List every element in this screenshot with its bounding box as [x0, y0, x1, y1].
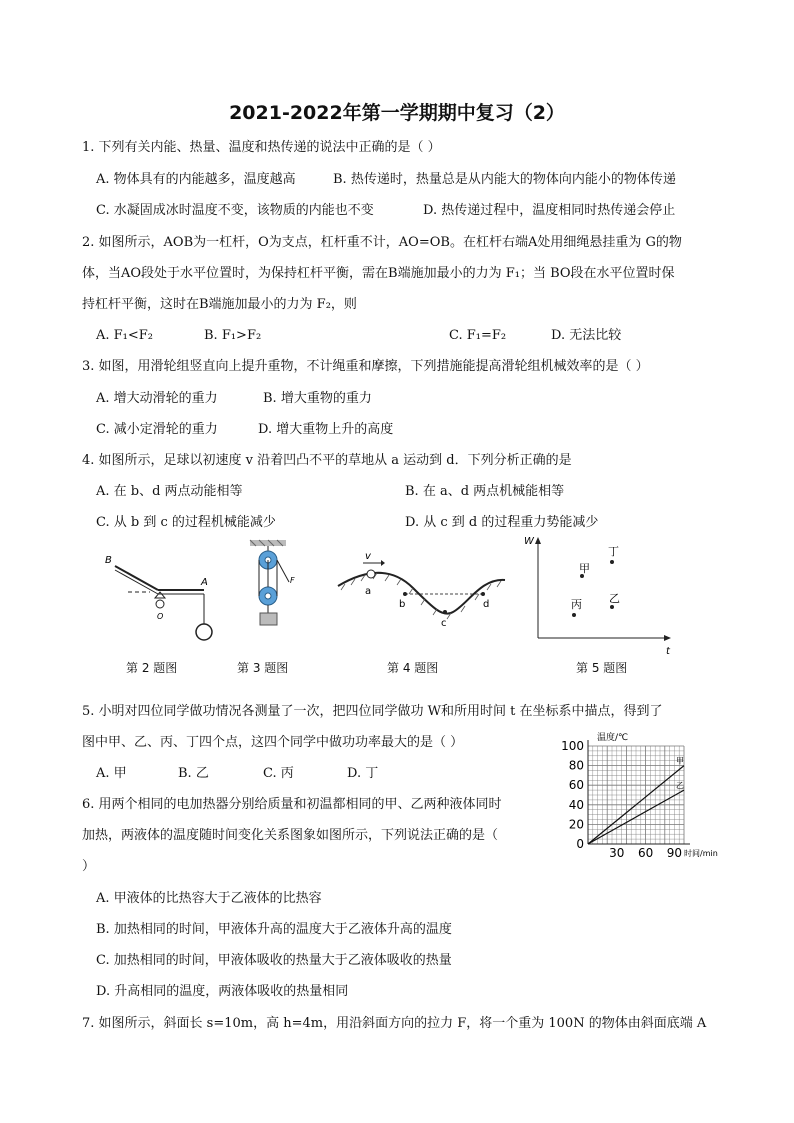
q2-option-b: B. F₁>F₂	[204, 328, 262, 343]
q2-line1: 2. 如图所示，AOB为一杠杆，O为支点，杠杆重不计，AO=OB。在杠杆右端A处用细绳悬挂重为 G的物	[82, 235, 682, 250]
q7-line1: 7. 如图所示，斜面长 s=10m，高 h=4m，用沿斜面方向的拉力 F，将一个重为 100N 的物体由斜面底端 A	[82, 1016, 707, 1031]
y-tick-label: 80	[568, 758, 584, 773]
fig2-label-o: O	[157, 612, 164, 621]
q6-option-b: B. 加热相同的时间，甲液体升高的温度大于乙液体升高的温度	[96, 922, 452, 937]
q5-line1: 5. 小明对四位同学做功情况各测量了一次，把四位同学做功 W和所用时间 t 在坐标系中描点，得到了	[82, 704, 663, 719]
fig4-label-v: v	[365, 551, 371, 562]
q3-stem: 3. 如图，用滑轮组竖直向上提升重物，不计绳重和摩擦，下列措施能提高滑轮组机械效率的是（ ）	[82, 359, 649, 374]
q3-option-a: A. 增大动滑轮的重力	[96, 391, 218, 406]
q6-option-c: C. 加热相同的时间，甲液体吸收的热量大于乙液体吸收的热量	[96, 953, 452, 968]
q1-stem: 1. 下列有关内能、热量、温度和热传递的说法中正确的是（ ）	[82, 140, 441, 155]
q6-option-a: A. 甲液体的比热容大于乙液体的比热容	[96, 891, 322, 906]
q5-option-a: A. 甲	[96, 766, 127, 781]
fig4-label-a: a	[365, 586, 372, 597]
x-tick-label: 30	[609, 846, 625, 860]
fig4-label-b: b	[399, 599, 406, 610]
figure-3-pulley	[245, 538, 305, 638]
fig5-axis-w: W	[524, 536, 534, 547]
q1-option-b: B. 热传递时，热量总是从内能大的物体向内能小的物体传递	[333, 172, 676, 187]
q2-line2: 体，当AO段处于水平位置时，为保持杠杆平衡，需在B端施加最小的力为 F₁；当 BO段在水平位置时保	[82, 266, 675, 281]
fig2-label-a: A	[201, 577, 208, 588]
fig5-point-ding: 丁	[608, 545, 619, 558]
q5-option-c: C. 丙	[263, 766, 294, 781]
q6-line2: 加热，两液体的温度随时间变化关系图象如图所示，下列说法正确的是（	[82, 828, 499, 843]
fig5-point-yi: 乙	[609, 592, 620, 605]
caption-fig4: 第 4 题图	[387, 661, 439, 675]
caption-fig3: 第 3 题图	[237, 661, 289, 675]
q4-option-c: C. 从 b 到 c 的过程机械能减少	[96, 515, 276, 530]
q3-option-d: D. 增大重物上升的高度	[258, 422, 394, 437]
page-title: 2021-2022年第一学期期中复习（2）	[229, 102, 565, 124]
chart-grid	[588, 740, 690, 844]
series-label: 乙	[676, 781, 684, 791]
q5-option-d: D. 丁	[347, 766, 379, 781]
q3-option-b: B. 增大重物的重力	[263, 391, 372, 406]
q5-option-b: B. 乙	[178, 766, 209, 781]
figure-5-wt-plot	[520, 532, 680, 657]
y-tick-label: 0	[576, 837, 584, 851]
q3-option-c: C. 减小定滑轮的重力	[96, 422, 218, 437]
q4-option-a: A. 在 b、d 两点动能相等	[96, 484, 243, 499]
caption-fig5: 第 5 题图	[576, 661, 628, 675]
q4-stem: 4. 如图所示，足球以初速度 v 沿着凹凸不平的草地从 a 运动到 d．下列分析正确的是	[82, 453, 572, 468]
fig5-point-jia: 甲	[579, 562, 590, 575]
y-tick-label: 40	[568, 797, 584, 812]
figure-2-lever	[100, 548, 225, 648]
x-tick-label: 60	[637, 846, 654, 860]
q2-line3: 持杠杆平衡，这时在B端施加最小的力为 F₂，则	[82, 297, 357, 312]
chart-xlabel: 时间/min	[684, 849, 718, 858]
y-tick-label: 60	[568, 778, 584, 793]
fig5-axis-t: t	[666, 646, 670, 657]
fig3-label-f: F	[290, 576, 295, 585]
y-tick-label: 100	[561, 739, 584, 753]
figure-4-ball	[333, 546, 513, 636]
q2-option-d: D. 无法比较	[551, 328, 622, 343]
q2-option-c: C. F₁=F₂	[449, 328, 507, 343]
temperature-time-chart	[560, 730, 730, 860]
q6-line3: ）	[82, 859, 96, 874]
y-tick-label: 20	[568, 817, 584, 832]
fig2-label-b: B	[105, 555, 112, 566]
x-tick-label: 90	[666, 846, 683, 860]
q1-option-a: A. 物体具有的内能越多，温度越高	[96, 172, 296, 187]
q4-option-d: D. 从 c 到 d 的过程重力势能减少	[405, 515, 599, 530]
q1-option-c: C. 水凝固成冰时温度不变，该物质的内能也不变	[96, 203, 374, 218]
q4-option-b: B. 在 a、d 两点机械能相等	[405, 484, 565, 499]
q1-option-d: D. 热传递过程中，温度相同时热传递会停止	[423, 203, 676, 218]
caption-fig2: 第 2 题图	[126, 661, 178, 675]
fig4-label-d: d	[483, 599, 490, 610]
q6-option-d: D. 升高相同的温度，两液体吸收的热量相同	[96, 984, 349, 999]
q2-option-a: A. F₁<F₂	[96, 328, 154, 343]
q6-line1: 6. 用两个相同的电加热器分别给质量和初温都相同的甲、乙两种液体同时	[82, 797, 502, 812]
chart-ylabel: 温度/℃	[597, 733, 629, 743]
fig5-point-bing: 丙	[571, 598, 582, 611]
q5-line2: 图中甲、乙、丙、丁四个点，这四个同学中做功功率最大的是（ ）	[82, 735, 464, 750]
fig4-label-c: c	[441, 618, 447, 629]
series-label: 甲	[676, 756, 684, 766]
